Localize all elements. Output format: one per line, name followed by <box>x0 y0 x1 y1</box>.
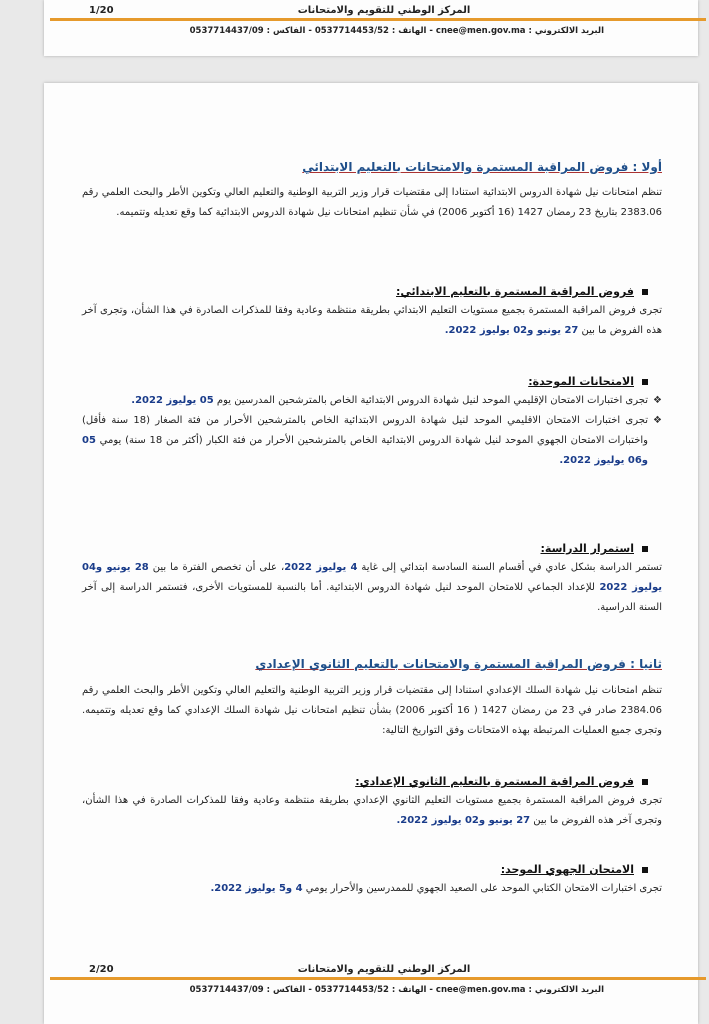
section2-intro: تنظم امتحانات نيل شهادة السلك الإعدادي استنادا إلى مقتضيات قرار وزير التربية الوطنية والتعليم العالي وتكوين الأطر والبحث العلمي رقم 2384.06 صادر في 23 من رمضان 1427 ( 16 أكتوبر 2006) بشأن تنظيم امتحانات نيل شهادة السلك الإعدادي كما وقع تعديله وتتميمه. وتجرى جميع العمليات المرتبطة بهذه الامتحانات وفق التواريخ التالية: <box>82 685 662 736</box>
section2-sub1 <box>82 773 662 831</box>
section2-sub2-dates: 4 و5 يوليوز 2022. <box>210 883 303 894</box>
section2-sub2-title: الامتحان الجهوي الموحد: <box>500 863 634 876</box>
section2-sub2-text: تجرى اختبارات الامتحان الكتابي الموحد على الصعيد الجهوي للممدرسين والأحرار يومي <box>302 883 662 894</box>
list-item <box>82 391 662 411</box>
footer-center-name: المركز الوطني للتقويم والامتحانات <box>297 964 471 975</box>
section1-title: أولا : فروض المراقبة المستمرة والامتحانات بالتعليم الابتدائي <box>302 160 662 174</box>
section2-sub2 <box>82 861 662 899</box>
section2-sub1-title: فروض المراقبة المستمرة بالتعليم الثانوي الإعدادي: <box>355 775 634 788</box>
section1-sub3 <box>82 540 662 618</box>
section2-intro-block <box>82 681 662 741</box>
section2-title-block <box>82 655 662 673</box>
section1-sub3-text-c: للإعداد الجماعي للامتحان الموحد لنيل شهادة الدروس الابتدائية. أما بالنسبة للمستويات الأخرى، فتستمر الدراسة إلى آخر السنة الدراسية. <box>82 582 662 613</box>
footer-orange-rule <box>50 18 706 21</box>
square-bullet-icon <box>642 546 648 552</box>
section1-sub3-text-a: تستمر الدراسة بشكل عادي في أقسام السنة السادسة ابتدائي إلى غاية <box>357 562 662 573</box>
section1-sub2-b1-text: تجرى اختبارات الامتحان الإقليمي الموحد لنيل شهادة الدروس الابتدائية الخاص بالمترشحين المدرسين يوم <box>213 395 648 406</box>
diamond-bullet-icon: ❖ <box>653 395 662 406</box>
footer-contact: البريد الالكتروني : cnee@men.gov.ma - الهاتف : 0537714453/52 - الفاكس : 0537714437/09 <box>189 985 604 995</box>
square-bullet-icon <box>642 779 648 785</box>
section1-sub1-title: فروض المراقبة المستمرة بالتعليم الابتدائي: <box>396 285 634 298</box>
section1-sub3-date-a: 4 يوليوز 2022 <box>284 562 358 573</box>
footer-center-name: المركز الوطني للتقويم والامتحانات <box>297 5 471 16</box>
section1-intro: تنظم امتحانات نيل شهادة الدروس الابتدائية استنادا إلى مقتضيات قرار وزير التربية الوطنية والتعليم العالي وتكوين الأطر والبحث العلمي رقم 2383.06 بتاريخ 23 رمضان 1427 (16 أكتوبر 2006) في شأن تنظيم امتحانات نيل شهادة الدروس الابتدائية كما وقع تعديله وتتميمه. <box>82 187 662 218</box>
section1-sub2-b2-date: 05 و06 يوليوز 2022. <box>82 435 648 466</box>
section1-sub3-title: استمرار الدراسة: <box>540 542 634 555</box>
footer-page-number: 1/20 <box>89 5 114 16</box>
square-bullet-icon <box>642 867 648 873</box>
page-1-fragment <box>44 0 698 56</box>
page-footer <box>44 2 698 42</box>
section1-sub1-text: تجرى فروض المراقبة المستمرة بجميع مستويات التعليم الابتدائي بطريقة منتظمة وعادية وفقا للمذكرات الصادرة في هذا الشأن، وتجرى آخر هذه الفروض ما بين <box>82 305 662 336</box>
section1-sub2-b2-text: تجرى اختبارات الامتحان الاقليمي الموحد لنيل شهادة الدروس الابتدائية الخاص بالمترشحين الأحرار من فئة الصغار (18 سنة فأقل) واختبارات الامتحان الجهوي الموحد لنيل شهادة الدروس الابتدائية الخاص بالمترشحين الأحرار من فئة الكبار (أكثر من 18 سنة) يومي <box>82 415 648 446</box>
section1-sub2-title: الامتحانات الموحدة: <box>528 375 634 388</box>
section2-sub1-text: تجرى فروض المراقبة المستمرة بجميع مستويات التعليم الثانوي الإعدادي بطريقة منتظمة وعادية وفقا للمذكرات الصادرة في هذا الشأن، وتجرى آخر هذه الفروض ما بين <box>82 795 662 826</box>
diamond-bullet-icon: ❖ <box>653 415 662 426</box>
footer-page-number: 2/20 <box>89 964 114 975</box>
page-footer <box>44 961 698 1001</box>
section1-title-block <box>82 158 662 176</box>
list-item <box>82 411 662 471</box>
section1-intro-block <box>82 183 662 223</box>
section1-sub2 <box>82 373 662 471</box>
section1-sub3-date-b: 28 يونيو و04 يوليوز 2022 <box>82 562 662 593</box>
section1-sub1 <box>82 283 662 341</box>
square-bullet-icon <box>642 289 648 295</box>
section1-sub2-b1-date: 05 يوليوز 2022. <box>131 395 214 406</box>
footer-contact: البريد الالكتروني : cnee@men.gov.ma - الهاتف : 0537714453/52 - الفاكس : 0537714437/09 <box>189 26 604 36</box>
page-2 <box>44 83 698 1024</box>
section1-sub1-dates: 27 يونيو و02 يوليوز 2022. <box>444 325 579 336</box>
square-bullet-icon <box>642 379 648 385</box>
section1-sub3-text-b: ، على أن تخصص الفترة ما بين <box>148 562 285 573</box>
section2-sub1-dates: 27 يونيو و02 يوليوز 2022. <box>396 815 531 826</box>
section2-title: ثانيا : فروض المراقبة المستمرة والامتحانات بالتعليم الثانوي الإعدادي <box>255 657 662 671</box>
page-content <box>44 83 698 953</box>
footer-orange-rule <box>50 977 706 980</box>
